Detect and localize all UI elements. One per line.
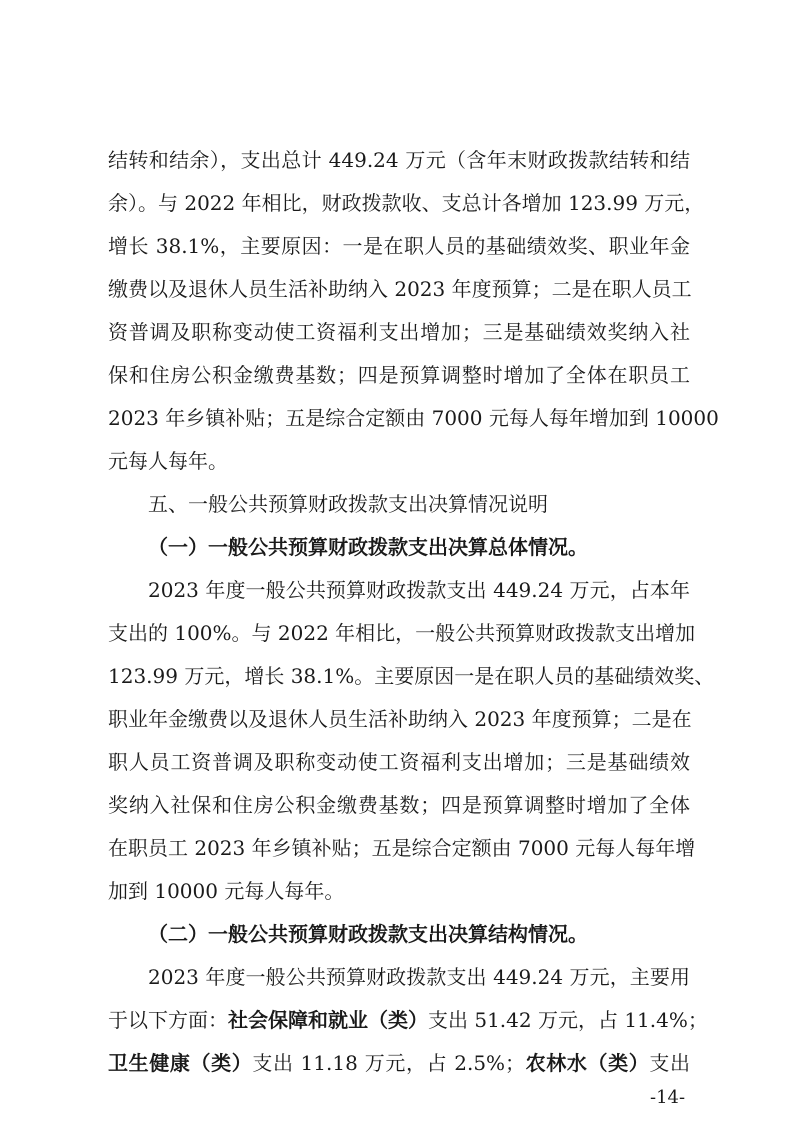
category-health: 卫生健康（类）	[108, 1051, 253, 1075]
paragraph-line: 元每人每年。	[108, 449, 228, 473]
paragraph-line: 2023 年乡镇补贴；五是综合定额由 7000 元每人每年增加到 10000	[108, 406, 719, 430]
paragraph-line: 在职员工 2023 年乡镇补贴；五是综合定额由 7000 元每人每年增	[108, 836, 696, 860]
paragraph-line	[108, 1000, 708, 1040]
category-social-security: 社会保障和就业（类）	[228, 1008, 428, 1032]
paragraph-line: 增长 38.1%，主要原因：一是在职人员的基础绩效奖、职业年金	[108, 234, 690, 258]
paragraph-line: 2023 年度一般公共预算财政拨款支出 449.24 万元，占本年	[148, 578, 690, 602]
subsection-heading: （二）一般公共预算财政拨款支出决算结构情况。	[148, 922, 588, 946]
paragraph-line: 职人员工资普调及职称变动使工资福利支出增加；三是基础绩效	[108, 750, 690, 774]
category-agriculture: 农林水（类）	[525, 1051, 650, 1075]
paragraph-line: 缴费以及退休人员生活补助纳入 2023 年度预算；二是在职人员工	[108, 277, 692, 301]
paragraph-line: 奖纳入社保和住房公积金缴费基数；四是预算调整时增加了全体	[108, 793, 690, 817]
text-run: 于以下方面：	[108, 1008, 228, 1032]
paragraph-line: 123.99 万元，增长 38.1%。主要原因一是在职人员的基础绩效奖、	[108, 664, 715, 688]
page-number: -14-	[650, 1087, 686, 1108]
paragraph-line: 支出的 100%。与 2022 年相比，一般公共预算财政拨款支出增加	[108, 621, 696, 645]
text-run: 支出	[649, 1051, 691, 1075]
paragraph-line: 加到 10000 元每人每年。	[108, 879, 345, 903]
paragraph-line: 资普调及职称变动使工资福利支出增加；三是基础绩效奖纳入社	[108, 320, 690, 344]
section-heading: 五、一般公共预算财政拨款支出决算情况说明	[148, 492, 548, 516]
paragraph-line: 结转和结余），支出总计 449.24 万元（含年末财政拨款结转和结	[108, 148, 690, 172]
subsection-heading: （一）一般公共预算财政拨款支出决算总体情况。	[148, 535, 588, 559]
paragraph-line: 余）。与 2022 年相比，财政拨款收、支总计各增加 123.99 万元，	[108, 191, 705, 215]
paragraph-line: 保和住房公积金缴费基数；四是预算调整时增加了全体在职员工	[108, 363, 690, 387]
text-run: 支出 51.42 万元，占 11.4%；	[428, 1008, 708, 1032]
paragraph-line: 职业年金缴费以及退休人员生活补助纳入 2023 年度预算；二是在	[108, 707, 692, 731]
text-run: 支出 11.18 万元，占 2.5%；	[252, 1051, 526, 1075]
paragraph-line	[108, 1043, 690, 1083]
paragraph-line: 2023 年度一般公共预算财政拨款支出 449.24 万元，主要用	[148, 965, 690, 989]
